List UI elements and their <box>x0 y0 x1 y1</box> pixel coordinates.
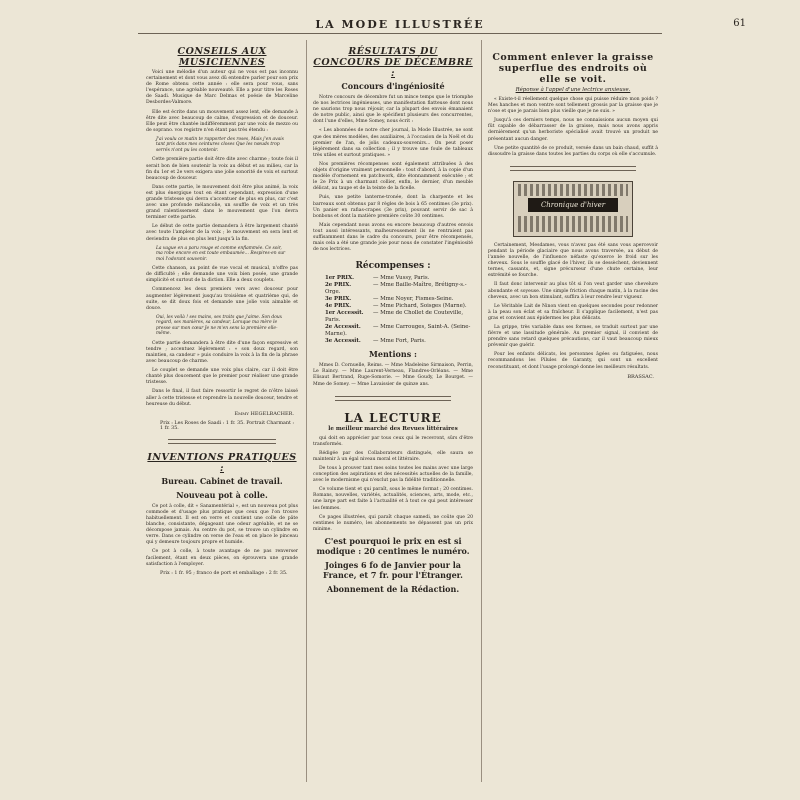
section-heading: CONSEILS AUX MUSICIENNES <box>177 46 267 68</box>
prize-rank: 3e Accessit. <box>325 338 361 345</box>
prize-winner: — Mme Pichard, Soisges (Marne). <box>373 303 467 310</box>
paragraph: Cette partie demandera à être dite d'une façon expressive et tendre ; accentuez légèrement : « son doux regard, son maintien, sa candeur » puis conduire la voix à la fin de la phrase avec beaucoup de charme. <box>146 340 298 365</box>
subscription-line: Joinges 6 fo de Janvier pour la France, et 7 fr. pour l'Étranger. <box>323 559 463 580</box>
price-line: Prix : 1 fr. 95 ; franco de port et emballage : 2 fr. 35. <box>160 570 288 576</box>
section-divider <box>168 439 276 444</box>
prize-item <box>325 310 473 324</box>
prize-rank: 1er PRIX. <box>325 275 355 282</box>
prize-winner: — Mme Vussy, Paris. <box>373 275 430 282</box>
paragraph: Dans cette partie, le mouvement doit être plus animé, la voix est plus énergique tout en étant cependant, expression d'une grande tristesse qui devra s'accentuer de plus en plus, car c'est avec une profonde mélancolie, un souffle de voix et un très grand ralentissement dans le mouvement que l'on devra terminer cette partie. <box>146 184 298 221</box>
section-subheading: Concours d'ingéniosité <box>341 81 445 91</box>
paragraph: Ce pages illustrées, qui paraît chaque samedi, ne coûte que 20 centimes le numéro, les abonnements ne dépassent pas un prix minime. <box>313 514 473 532</box>
paragraph: « Existe-t-il réellement quelque chose qui puisse réduire mon poids ? Mes hanches et mon ventre sont tellement grossis par la graisse que je n'ose et que je parais bien plus vieille que je ne suis. » <box>488 97 658 115</box>
paragraph: Nos premières récompenses sont également attribuées à des objets d'origine vraiment personnelle : tout d'abord, à la copie d'un modèle d'ornement en patchwork, dite étonnamment exécutée ; et le 2e Prix à un charmant collier, enfin, le dernier, d'un meuble délicat, au taupe et de la teinte de la ficelle. <box>313 161 473 192</box>
chronique-banner <box>513 181 633 237</box>
section-subheading: Nouveau pot à colle. <box>176 489 268 500</box>
paragraph: Une petite quantité de ce produit, versée dans un bain chaud, suffit à dissoudre la graisse dans toutes les parties du corps où elle s'accumule. <box>488 145 658 157</box>
paragraph: Le début de cette partie demandera à être largement chanté avec toute l'ampleur de la voix ; le mouvement en sera lent et deviendra de plus en plus lent jusqu'à la fin. <box>146 224 298 242</box>
prize-rank: 4e PRIX. <box>325 303 352 310</box>
price-line: C'est pourquoi le prix en est si modique : 20 centimes le numéro. <box>316 535 470 556</box>
prize-item <box>325 303 473 310</box>
paragraph: Il faut donc intervenir au plus tôt si l'on veut garder une chevelure abondante et soyeuse. Une simple friction chaque matin, à la racine des cheveux, avec un bon stimulant, suffira à leur rendre leur vigueur. <box>488 282 658 300</box>
paragraph: Jusqu'à ces derniers temps, nous ne connaissions aucun moyen qui fût capable de débarrasser de la graisse, mais nous avons appris dernièrement qu'un herboriste spécialisé avait trouvé un produit ne présentant aucun danger. <box>488 118 658 142</box>
prize-winner: — Mme Carrouges, Saint-A. (Seine-Marne). <box>325 324 471 338</box>
paragraph: Cette première partie doit être dite avec charme ; toute fois il serait bon de bien soutenir la voix au début et au milieu, car la fin du 1er et 2e vers exigera une jolie sonorité de voix et surtout beaucoup de douceur. <box>146 157 298 181</box>
paragraph: qui doit en apprécier par tous ceux qui le recevront, sûrs d'être transformés. <box>313 435 473 447</box>
paragraph: Commencez les deux premiers vers avec douceur pour augmenter légèrement jusqu'au troisième et quatrième qui, de suite, se dit doux fois et demande une jolie voix aimable et douce. <box>146 287 298 311</box>
section-subheading: Réponse à l'appel d'une lectrice anxieuse. <box>515 87 631 93</box>
verse: La vague en a paru rouge et comme enflammée. Ce soir, ma robe encore en est toute embaumée… Respires-en sur moi l'odorant souvenir. <box>156 245 286 262</box>
header-rule <box>138 33 662 34</box>
verse: Oui, les voilà ! ses mains, ses traits que j'aime. Son doux regard, ses manières, sa candeur, Lorsque ma mère le presse sur mon cœur Je ne m'en sens la première elle-même. <box>156 314 283 337</box>
prize-item <box>325 282 473 296</box>
prizes-heading: Récompenses : <box>355 261 431 272</box>
paragraph: Elle est écrite dans un mouvement assez lent, elle demande à être dite avec beaucoup de calme, d'expression et de douceur. Elle peut être chantée indifféremment par une voix de mezzo ou de soprano. vos registre n'en étant pas très étendu : <box>146 109 298 133</box>
mentions-text: Mmes D. Cornuelle, Reims. — Mme Madeleine Sirmaison, Perrin, Le Raincy. — Mme Laurent-Verneau, Flandres-Orléans. — Mme Elisaut Bertrand, Ruge-Somorie. — Mme Goudy, Le Bourget. — Mme de Somey. — Mme Lavaissier de quinze ans. <box>313 363 473 387</box>
decorative-foliage <box>518 184 628 196</box>
paragraph: « Les abonnées de notre cher journal, la Mode Illustrée, ne sont que des mères modèles, des auxiliaires, à l'occasion de la Noël et du premier de l'an, de jolis cadeaux-souvenirs… On peut poser légèrement dans sa collection ; il y trouve une foule de tableaux très utiles et surtout pratiques. » <box>313 128 473 158</box>
paragraph: Ce pot à colle, à toute avantage de ne pas renverser facilement, étant en deux pièces, on éprouvera une grande satisfaction à l'employer. <box>146 549 298 567</box>
section-heading: Comment enlever la graisse superflue des endroits où elle se voit. <box>492 52 654 85</box>
prize-rank: 3e PRIX. <box>325 296 352 303</box>
prize-rank: 2e PRIX. <box>325 282 352 289</box>
prize-rank: 2e Accessit. <box>325 324 361 331</box>
paragraph: Dans le final, il faut faire ressortir le regret de n'être laissé aller à cette tristesse et reprendre la nouvelle douceur, tendre et heureuse du début. <box>146 389 298 407</box>
column-left <box>146 40 298 782</box>
author-signature: Emmy HEGELBACHER. <box>234 410 294 417</box>
author-signature: BRASSAC. <box>627 373 654 380</box>
column-divider <box>306 40 307 782</box>
paragraph: Le couplet se demande une voix plus claire, car il doit être chanté plus doucement que le premier pour réaliser une grande tristesse. <box>146 368 298 386</box>
paragraph: Ce volume tient et qui paraît, sous le même format ; 20 centimes. Romans, nouvelles, variétés, actualités, sciences, arts, mode, etc., une large part est faite à l'actualité et à tout ce qui peut intéresser les femmes. <box>313 487 473 511</box>
paragraph: Certainement, Mesdames, vous n'avez pas été sans vous apercevoir pendant la période glaciaire que nous avons traversée, au début de l'année nouvelle, de l'influence néfaste qu'exerce le froid sur les cheveux. Sous le souffle glacé de l'hiver, ils se dessèchent, deviennent ternes, cassants, et, signe précurseur d'une chute certaine, leur extrémité se fourche. <box>488 242 658 279</box>
masthead <box>0 18 800 38</box>
section-divider <box>510 166 636 171</box>
lecture-heading: LA LECTURE <box>344 410 442 425</box>
prize-item <box>325 324 473 338</box>
paragraph: Mais cependant nous avons eu encore beaucoup d'autres envois tout aussi intéressants, malheureusement ils ne rentraient pas suffisamment dans le cadre du concours, pour être récompensés, mais cela a été une grande joie pour nous de constater l'ingéniosité de nos lectrices. <box>313 222 473 253</box>
column-divider <box>481 40 482 782</box>
prize-item <box>325 338 473 345</box>
paragraph: Voici une mélodie d'un auteur qui ne vous est pas inconnu certainement et dont vous avez dû entendre parler pour son prix de Rome obtenu cette année : elle sera pour vous, sans l'espérance, une agréable nouveauté. Elle a pour titre les Roses de Saadi. Musique de Marc Delmas et poésie de Marceline Desbordes-Valmore. <box>146 70 298 106</box>
price-line: Prix : Les Roses de Saadi : 1 fr. 35. Portrait Charmant : 1 fr. 35. <box>160 420 295 431</box>
paragraph: Cette chanson, au point de vue vocal et musical, n'offre pas de difficulté ; elle demande une voix bien posée, une grande simplicité et surtout de la diction. Elle a deux couplets. <box>146 266 298 284</box>
paragraph: Pour les enfants délicats, les personnes âgées ou fatiguées, nous recommandons les Pilules de Garanty, qui sont un excellent reconstituant, et dont l'usage prolongé donne les meilleurs résultats. <box>488 352 658 370</box>
lecture-subheading: le meilleur marché des Revues littéraires <box>328 425 458 432</box>
column-right <box>488 40 658 782</box>
paragraph: Rédigée par des Collaborateurs distingués, elle saura se maintenir à un égal niveau moral et littéraire. <box>313 450 473 462</box>
paragraph: Ce pot à colle, dit « Sanamentérial », est un nouveau pot plus commode et d'usage plus pratique que ceux que l'on trouve habituellement. Il est en verre et contient une colle de pâte blanche, consistante, dégageant une odeur agréable, et ne se décompose jamais. Au centre du pot, se trouve un cylindre en verre. Dans ce cylindre on verse de l'eau et on place le pinceau qui y demeure toujours propre et humide. <box>146 503 298 546</box>
prize-winner: — Mme Baille-Maître, Brétigny-s.-Orge. <box>325 282 467 296</box>
decorative-foliage <box>518 216 628 232</box>
paragraph: De tous à prouver tant mes soins toutes les mains avec une large conception des aspirations et des nécessités actuelles de la famille, avec le modernisme qui n'exclut pas la fidélité traditionnelle. <box>313 466 473 484</box>
prize-winner: — Mme Noyer, Fismes-Seine. <box>373 296 454 303</box>
publication-title: LA MODE ILLUSTRÉE <box>315 18 485 31</box>
section-heading: INVENTIONS PRATIQUES : <box>147 451 297 474</box>
section-divider <box>335 396 451 401</box>
verse: J'ai voulu ce matin te rapporter des roses, Mais j'en avais tant pris dans mes ceintures closes Que les nœuds trop serrés n'ont pu les contenir. <box>156 136 284 153</box>
prize-winner: — Mme Fort, Paris. <box>373 338 426 345</box>
prize-winner: — Mme de Chollet de Couteville, Paris. <box>325 310 464 324</box>
paragraph: Notre concours de décembre fut un mince temps que le triomphe de nos lectrices ingénieuses, une manifestation flatteuse dont nous ne saurions trop nous réjouir, car la plupart des envois émanaient de notre public, ainsi que le spécifient plusieurs des concurrentes, dont l'une d'elles, Mme Somey, nous écrit : <box>313 95 473 125</box>
paragraph: Le Véritable Lait de Ninon vient en quelques secondes pour redonner à la peau son éclat et sa fraîcheur. Il s'applique facilement, n'est pas gras et convient aux épidermes les plus délicats. <box>488 303 658 321</box>
paragraph: La grippe, très variable dans ses formes, se traduit surtout par une fièvre et une lassitude générale. Au premier signal, il convient de prendre sans retard quelques précautions, car il vaut beaucoup mieux prévenir que guérir. <box>488 324 658 349</box>
page-number: 61 <box>733 18 746 29</box>
column-middle <box>313 40 473 782</box>
chronique-title: Chronique d'hiver <box>528 198 618 212</box>
footer-line: Abonnement de la Rédaction. <box>326 583 460 594</box>
prize-list <box>325 275 473 345</box>
section-subheading: Bureau. Cabinet de travail. <box>161 475 283 486</box>
section-heading: RÉSULTATS DU CONCOURS DE DÉCEMBRE : <box>313 46 473 79</box>
mentions-heading: Mentions : <box>369 349 417 360</box>
prize-rank: 1er Accessit. <box>325 310 364 317</box>
paragraph: Puis, une petite lanterne-tronée, dont la charpente et les barreaux sont obtenus par 8 règles de bois à 65 centimes (3e prix). Un panier en rafias-crapes (3e prix), pouvant servir de sac à bonbons et dont la matière première coûte 30 centimes. <box>313 195 473 219</box>
